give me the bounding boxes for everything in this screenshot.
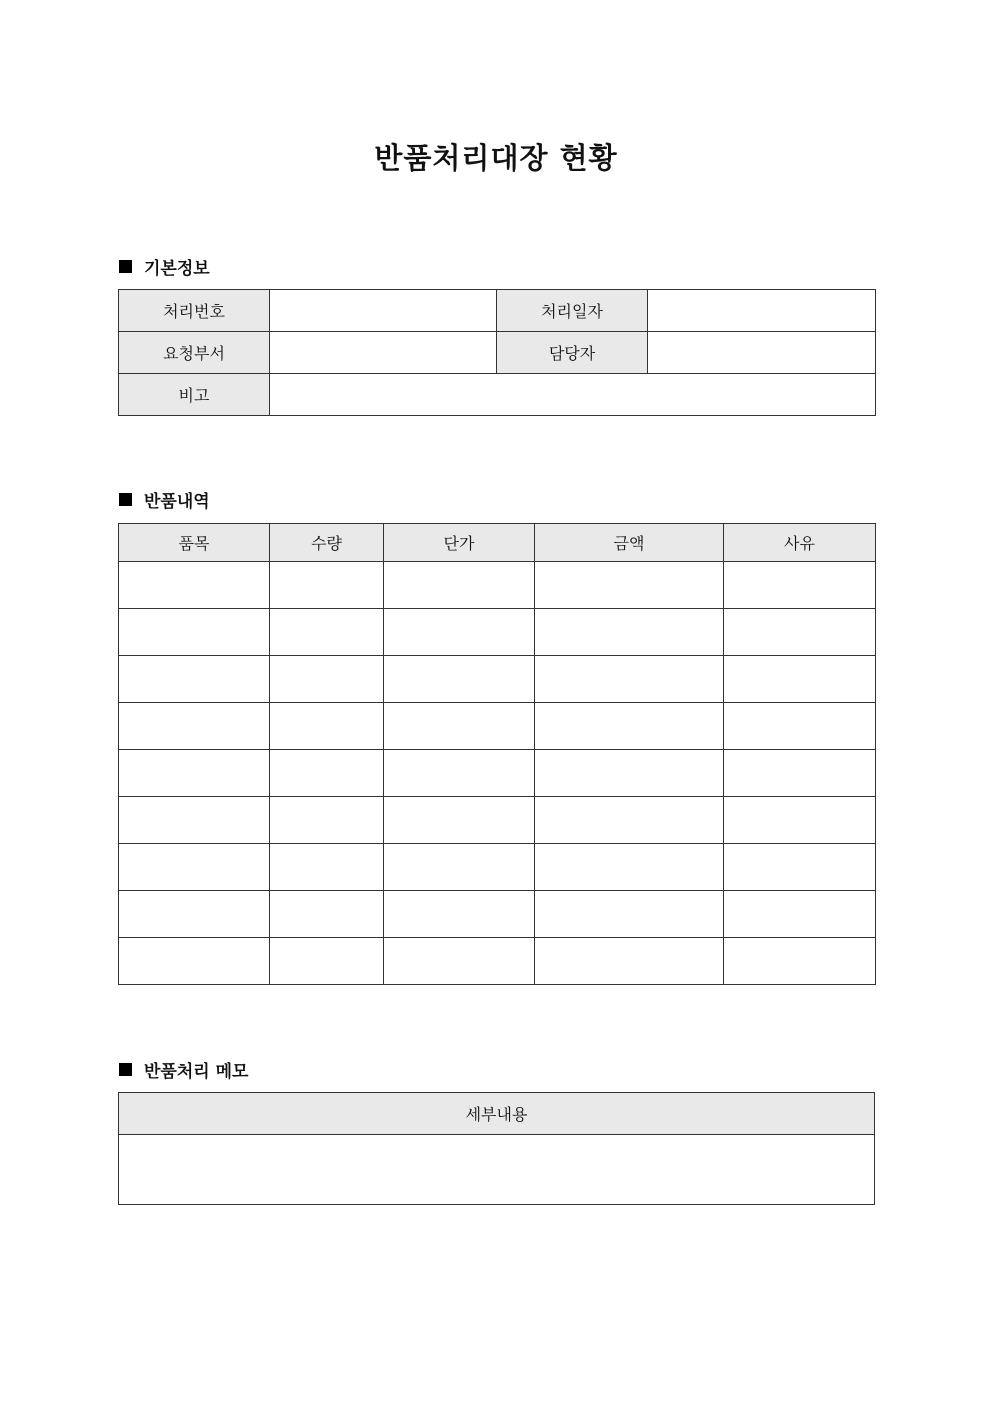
square-bullet-icon: [119, 1063, 132, 1076]
table-row: [119, 703, 876, 750]
reason-cell[interactable]: [724, 703, 876, 750]
amount-cell[interactable]: [535, 844, 724, 891]
memo-body-row: [119, 1135, 875, 1205]
square-bullet-icon: [119, 260, 132, 273]
request-dept-label: 요청부서: [119, 332, 270, 374]
item-cell[interactable]: [119, 938, 270, 985]
memo-content-field[interactable]: [119, 1135, 875, 1205]
memo-column-header: 세부내용: [119, 1093, 875, 1135]
reason-cell[interactable]: [724, 891, 876, 938]
table-row: [119, 750, 876, 797]
basic-info-heading-text: 기본정보: [144, 259, 210, 279]
column-header-amount: 금액: [535, 524, 724, 562]
table-row: [119, 891, 876, 938]
process-no-label: 처리번호: [119, 290, 270, 332]
reason-cell[interactable]: [724, 656, 876, 703]
process-no-field[interactable]: [270, 290, 497, 332]
table-row: [119, 938, 876, 985]
unit-price-cell[interactable]: [384, 562, 535, 609]
reason-cell[interactable]: [724, 562, 876, 609]
memo-table: [118, 1092, 875, 1205]
column-header-unit-price: 단가: [384, 524, 535, 562]
quantity-cell[interactable]: [270, 750, 384, 797]
quantity-cell[interactable]: [270, 844, 384, 891]
remarks-label: 비고: [119, 374, 270, 416]
info-row: [119, 374, 876, 416]
table-row: [119, 562, 876, 609]
unit-price-cell[interactable]: [384, 703, 535, 750]
item-cell[interactable]: [119, 609, 270, 656]
reason-cell[interactable]: [724, 938, 876, 985]
item-cell[interactable]: [119, 703, 270, 750]
memo-heading: [119, 1057, 248, 1082]
remarks-field[interactable]: [270, 374, 876, 416]
unit-price-cell[interactable]: [384, 844, 535, 891]
amount-cell[interactable]: [535, 609, 724, 656]
amount-cell[interactable]: [535, 891, 724, 938]
process-date-label: 처리일자: [497, 290, 648, 332]
unit-price-cell[interactable]: [384, 891, 535, 938]
quantity-cell[interactable]: [270, 703, 384, 750]
reason-cell[interactable]: [724, 844, 876, 891]
memo-heading-text: 반품처리 메모: [144, 1062, 249, 1082]
quantity-cell[interactable]: [270, 938, 384, 985]
table-header-row: [119, 524, 876, 562]
amount-cell[interactable]: [535, 750, 724, 797]
unit-price-cell[interactable]: [384, 750, 535, 797]
request-dept-field[interactable]: [270, 332, 497, 374]
column-header-quantity: 수량: [270, 524, 384, 562]
quantity-cell[interactable]: [270, 609, 384, 656]
item-cell[interactable]: [119, 797, 270, 844]
info-row: [119, 332, 876, 374]
table-row: [119, 844, 876, 891]
item-cell[interactable]: [119, 562, 270, 609]
quantity-cell[interactable]: [270, 797, 384, 844]
unit-price-cell[interactable]: [384, 938, 535, 985]
quantity-cell[interactable]: [270, 656, 384, 703]
memo-header-row: [119, 1093, 875, 1135]
process-date-field[interactable]: [648, 290, 876, 332]
reason-cell[interactable]: [724, 797, 876, 844]
return-items-heading-text: 반품내역: [144, 492, 210, 512]
info-row: [119, 290, 876, 332]
column-header-item: 품목: [119, 524, 270, 562]
unit-price-cell[interactable]: [384, 797, 535, 844]
table-row: [119, 656, 876, 703]
item-cell[interactable]: [119, 750, 270, 797]
reason-cell[interactable]: [724, 609, 876, 656]
table-row: [119, 609, 876, 656]
reason-cell[interactable]: [724, 750, 876, 797]
page-title: 반품처리대장 현황: [374, 141, 618, 175]
amount-cell[interactable]: [535, 656, 724, 703]
amount-cell[interactable]: [535, 797, 724, 844]
amount-cell[interactable]: [535, 562, 724, 609]
column-header-reason: 사유: [724, 524, 876, 562]
item-cell[interactable]: [119, 891, 270, 938]
unit-price-cell[interactable]: [384, 609, 535, 656]
manager-field[interactable]: [648, 332, 876, 374]
square-bullet-icon: [119, 493, 132, 506]
table-row: [119, 797, 876, 844]
return-items-heading: [119, 487, 210, 512]
manager-label: 담당자: [497, 332, 648, 374]
unit-price-cell[interactable]: [384, 656, 535, 703]
basic-info-heading: [119, 254, 210, 279]
return-items-table: [118, 523, 876, 985]
item-cell[interactable]: [119, 656, 270, 703]
basic-info-table: [118, 289, 876, 416]
item-cell[interactable]: [119, 844, 270, 891]
amount-cell[interactable]: [535, 703, 724, 750]
amount-cell[interactable]: [535, 938, 724, 985]
quantity-cell[interactable]: [270, 891, 384, 938]
quantity-cell[interactable]: [270, 562, 384, 609]
